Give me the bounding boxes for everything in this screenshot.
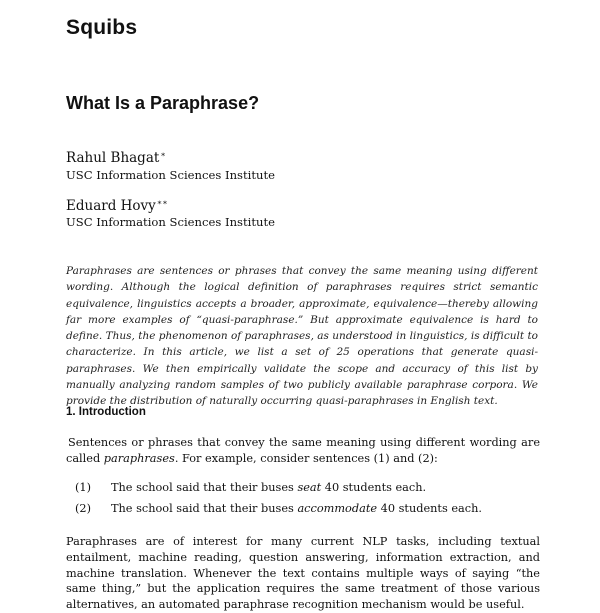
example-text: The school said that their buses bbox=[111, 502, 298, 515]
section-heading: 1. Introduction bbox=[66, 406, 146, 418]
author-name-text: Eduard Hovy bbox=[66, 198, 156, 214]
author-footnote-mark: ∗ bbox=[160, 150, 166, 159]
example-emphasis: seat bbox=[297, 481, 322, 494]
example-text: The school said that their buses bbox=[111, 481, 298, 494]
author-footnote-mark: ∗∗ bbox=[156, 198, 168, 207]
intro-emphasis: paraphrases bbox=[103, 451, 175, 465]
abstract: Paraphrases are sentences or phrases that convey the same meaning using different wording. Although the logical definition of paraphrases requires strict semantic equivalence, linguistics accepts a broader, approximate, equivalence—thereby allowing far more examples of “quasi-paraphrase.” But approximate equivalence is hard to define. Thus, the phenomenon of paraphrases, as understood in linguistics, is difficult to characterize. In this article, we list a set of 25 operations that generate quasi-paraphrases. We then empirically validate the scope and accuracy of this list by manually analyzing random samples of two publicly available paraphrase corpora. We provide the distribution of naturally occurring quasi-paraphrases in English text. bbox=[66, 265, 538, 408]
example-emphasis: accommodate bbox=[297, 502, 378, 515]
example-sentence bbox=[75, 481, 426, 494]
example-number: (2) bbox=[75, 502, 92, 515]
author-name bbox=[66, 150, 166, 166]
example-number: (1) bbox=[75, 481, 92, 494]
example-sentence bbox=[75, 502, 482, 515]
author-name bbox=[66, 198, 168, 214]
author-name-text: Rahul Bhagat bbox=[66, 150, 160, 166]
example-text-end: 40 students each. bbox=[377, 502, 482, 515]
example-text-end: 40 students each. bbox=[321, 481, 427, 494]
section-label: Squibs bbox=[66, 16, 138, 39]
intro-paragraph bbox=[66, 435, 540, 467]
author-affiliation: USC Information Sciences Institute bbox=[66, 168, 276, 182]
intro-text: Sentences or phrases that convey the same meaning using different wording are called bbox=[66, 436, 540, 465]
author-affiliation: USC Information Sciences Institute bbox=[66, 215, 276, 229]
paper-title: What Is a Paraphrase? bbox=[66, 93, 260, 113]
body-paragraph: Paraphrases are of interest for many current NLP tasks, including textual entailment, machine reading, question answering, information extraction, and machine translation. Whenever the text contains multiple ways of saying “the same thing,” but the application requires the same treatment of those various alternatives, an automated paraphrase recognition mechanism would be useful. bbox=[66, 535, 540, 612]
intro-text-end: . For example, consider sentences (1) and (2): bbox=[174, 451, 438, 465]
